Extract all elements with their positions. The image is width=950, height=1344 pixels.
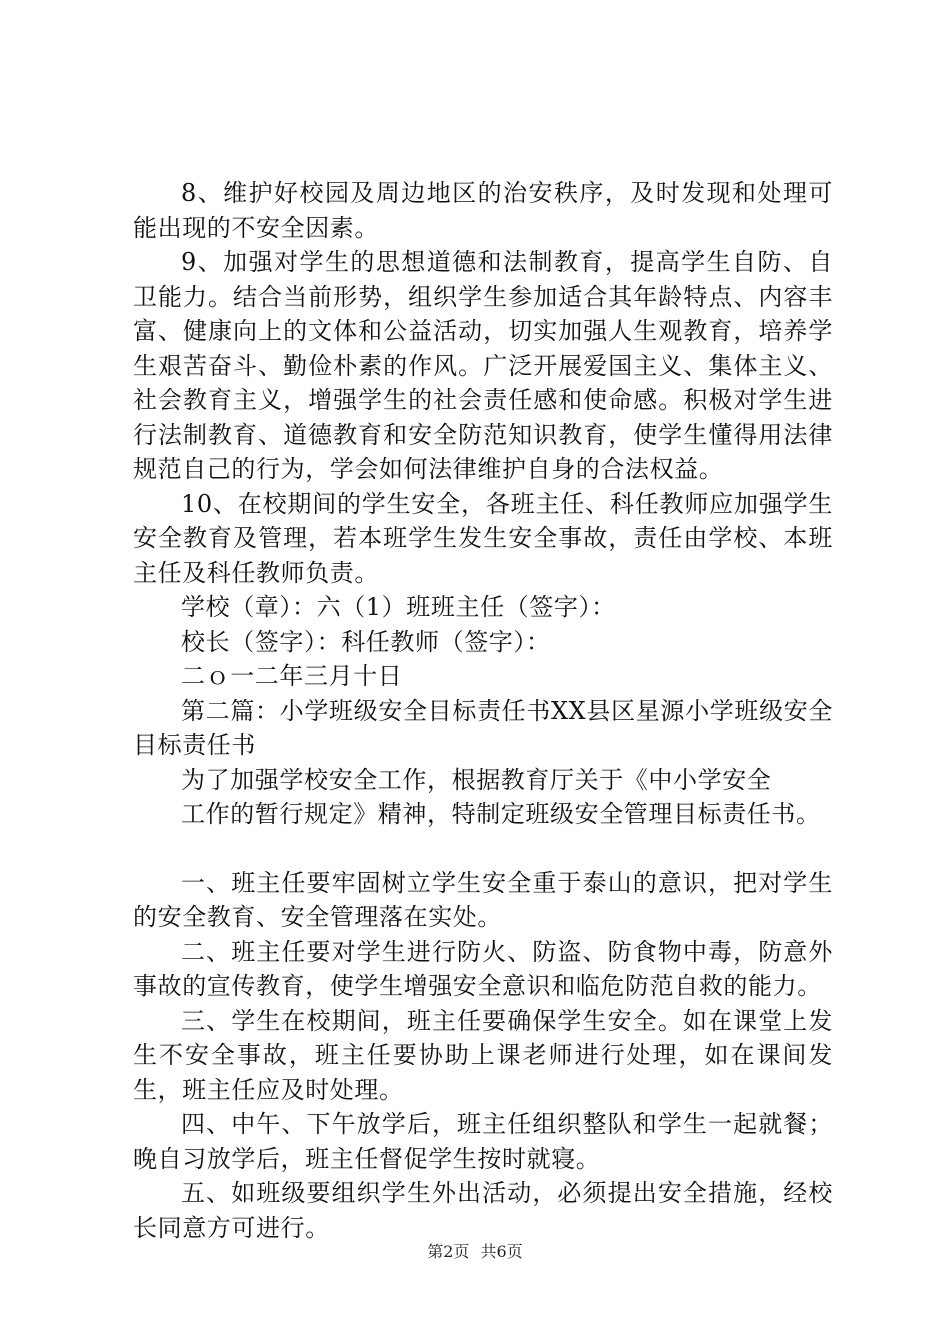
blank-line [133, 832, 833, 866]
page-footer [0, 1239, 950, 1262]
page-total: 共6页 [480, 1242, 523, 1261]
paragraph-item-8: 8、维护好校园及周边地区的治安秩序，及时发现和处理可能出现的不安全因素。 [133, 179, 833, 242]
clause-5: 五、如班级要组织学生外出活动，必须提出安全措施，经校长同意方可进行。 [133, 1179, 833, 1242]
clause-2: 二、班主任要对学生进行防火、防盗、防食物中毒，防意外事故的宣传教育，使学生增强安全意识和临危防范自救的能力。 [133, 937, 833, 1000]
paragraph-item-10: 10、在校期间的学生安全，各班主任、科任教师应加强学生安全教育及管理，若本班学生发生安全事故，责任由学校、本班主任及科任教师负责。 [133, 489, 833, 587]
intro-line-1: 为了加强学校安全工作，根据教育厅关于《中小学安全 [181, 765, 772, 794]
signature-line-school: 学校（章）：六（1）班班主任（签字）： [181, 593, 616, 621]
paragraph-item-9: 9、加强对学生的思想道德和法制教育，提高学生自防、自卫能力。结合当前形势，组织学生参加适合其年龄特点、内容丰富、健康向上的文体和公益活动，切实加强人生观教育，培养学生艰苦奋斗、勤俭朴素的作风。广泛开展爱国主义、集体主义、社会教育主义，增强学生的社会责任感和使命感。积极对学生进行法制教育、道德教育和安全防范知识教育，使学生懂得用法律规范自己的行为，学会如何法律维护自身的合法权益。 [133, 248, 833, 483]
signature-line-principal: 校长（签字）：科任教师（签字）： [181, 627, 551, 656]
page-number: 第2页 [427, 1242, 470, 1261]
clause-1: 一、班主任要牢固树立学生安全重于泰山的意识，把对学生的安全教育、安全管理落在实处。 [133, 868, 833, 931]
clause-4: 四、中午、下午放学后，班主任组织整队和学生一起就餐；晚自习放学后，班主任督促学生按时就寝。 [133, 1110, 833, 1173]
section-title: 第二篇：小学班级安全目标责任书XX县区星源小学班级安全目标责任书 [133, 696, 833, 759]
clause-3: 三、学生在校期间，班主任要确保学生安全。如在课堂上发生不安全事故，班主任要协助上课老师进行处理，如在课间发生，班主任应及时处理。 [133, 1006, 833, 1104]
intro-line-2: 工作的暂行规定》精神，特制定班级安全管理目标责任书。 [181, 800, 821, 828]
date-line: 二ｏ一二年三月十日 [181, 662, 403, 690]
document-body [133, 176, 833, 1245]
